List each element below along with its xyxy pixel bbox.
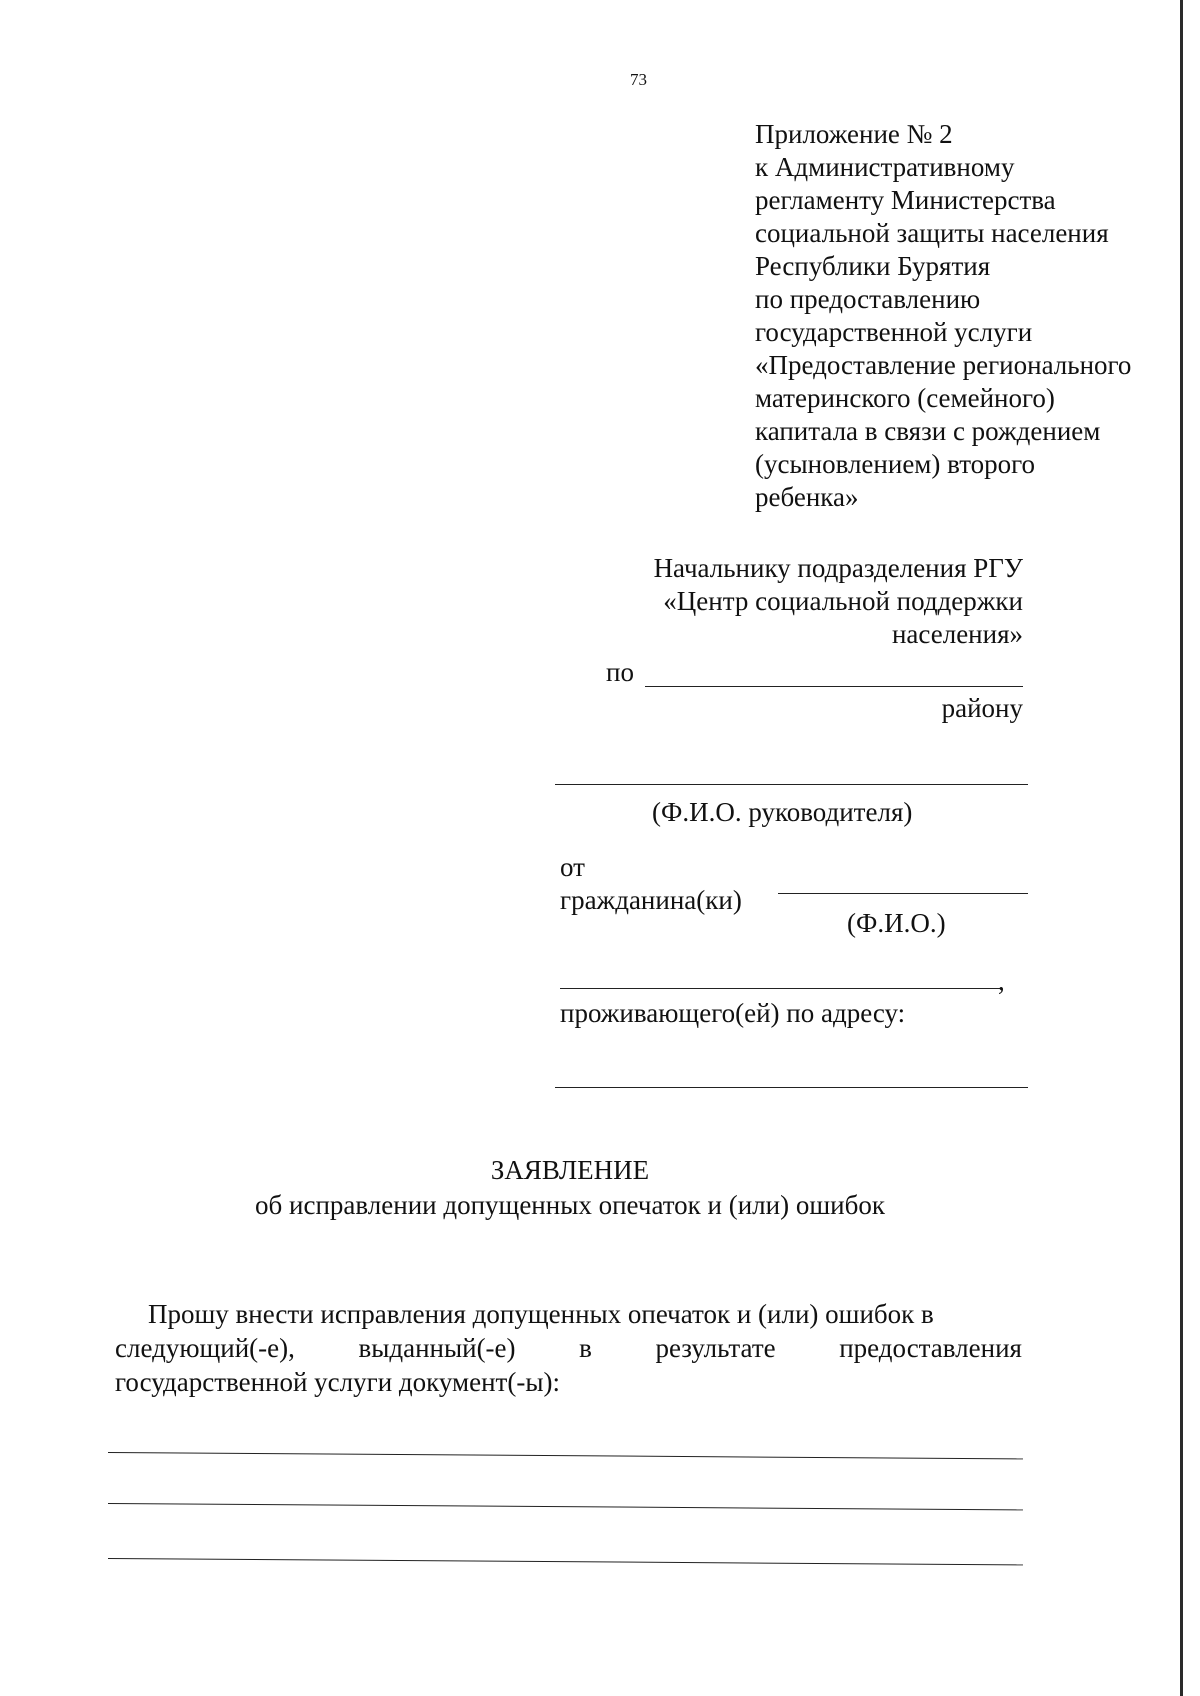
comma: , [998, 966, 1005, 996]
appendix-line: Приложение № 2 [755, 119, 953, 149]
appendix-line: «Предоставление регионального [755, 350, 1132, 380]
appendix-line: Республики Бурятия [755, 251, 991, 281]
address-field[interactable] [555, 1087, 1028, 1088]
body-word: предоставления [839, 1333, 1022, 1363]
statement-subtitle: об исправлении допущенных опечаток и (или) ошибок [255, 1190, 885, 1220]
body-line-3: государственной услуги документ(-ы): [115, 1367, 560, 1397]
appendix-line: государственной услуги [755, 317, 1033, 347]
citizen-name-continuation-field[interactable] [560, 988, 1000, 989]
citizen-name-field[interactable] [778, 893, 1028, 894]
appendix-line: социальной защиты населения [755, 218, 1109, 248]
po-label: по [606, 657, 634, 687]
statement-title: ЗАЯВЛЕНИЕ [490, 1155, 650, 1185]
document-field-3[interactable] [108, 1558, 1023, 1565]
head-name-caption: (Ф.И.О. руководителя) [652, 797, 913, 827]
statement-body [115, 1297, 1022, 1399]
body-word: следующий(-е), [115, 1333, 295, 1363]
appendix-line: материнского (семейного) [755, 383, 1055, 413]
recipient-line: населения» [891, 619, 1023, 649]
body-word: результате [655, 1333, 776, 1363]
recipient-block [560, 552, 1023, 651]
body-line-1: Прошу внести исправления допущенных опечаток и (или) ошибок в [148, 1299, 934, 1329]
from-label: от [560, 852, 585, 882]
head-name-field[interactable] [555, 784, 1028, 785]
recipient-line: «Центр социальной поддержки [663, 586, 1023, 616]
body-word: выданный(-е) [358, 1333, 516, 1363]
district-name-field[interactable] [645, 686, 1023, 687]
appendix-line: (усыновлением) второго [755, 449, 1036, 479]
body-word: в [579, 1333, 592, 1363]
scan-edge [1180, 0, 1183, 1696]
citizen-label: гражданина(ки) [560, 885, 742, 915]
body-line-2 [115, 1331, 1022, 1365]
appendix-block [755, 118, 1131, 514]
appendix-line: к Административному [755, 152, 1015, 182]
document-field-1[interactable] [108, 1452, 1023, 1459]
document-field-2[interactable] [108, 1503, 1023, 1510]
fio-caption: (Ф.И.О.) [847, 908, 946, 938]
appendix-line: ребенка» [755, 482, 859, 512]
page-number: 73 [630, 70, 647, 89]
appendix-line: капитала в связи с рождением [755, 416, 1101, 446]
district-label: району [941, 693, 1023, 723]
appendix-line: по предоставлению [755, 284, 981, 314]
address-label: проживающего(ей) по адресу: [560, 998, 906, 1028]
recipient-line: Начальнику подразделения РГУ [653, 553, 1023, 583]
appendix-line: регламенту Министерства [755, 185, 1056, 215]
